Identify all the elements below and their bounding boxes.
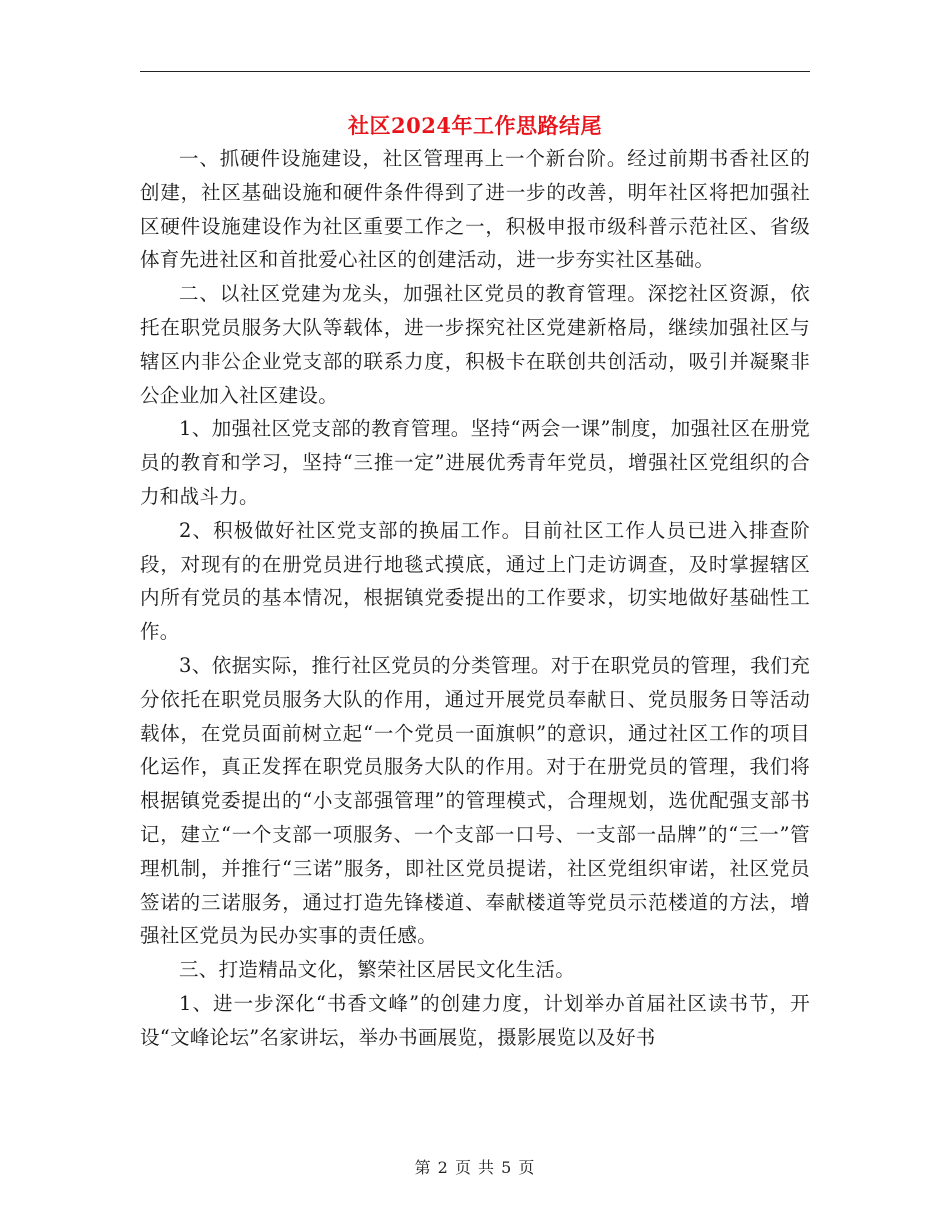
paragraph: 1、加强社区党支部的教育管理。坚持“两会一课”制度，加强社区在册党员的教育和学习，坚持“三推一定”进展优秀青年党员，增强社区党组织的合力和战斗力。 (140, 417, 810, 508)
document-body (140, 142, 810, 1055)
paragraph: 1、进一步深化“书香文峰”的创建力度，计划举办首届社区读书节，开设“文峰论坛”名家讲坛，举办书画展览，摄影展览以及好书 (140, 991, 810, 1049)
paragraph: 2、积极做好社区党支部的换届工作。目前社区工作人员已进入排查阶段，对现有的在册党员进行地毯式摸底，通过上门走访调查，及时掌握辖区内所有党员的基本情况，根据镇党委提出的工作要求，切实地做好基础性工作。 (140, 518, 810, 644)
page-number: 第 2 页 共 5 页 (414, 1158, 536, 1177)
paragraph: 三、打造精品文化，繁荣社区居民文化生活。 (179, 958, 576, 982)
paragraph: 一、抓硬件设施建设，社区管理再上一个新台阶。经过前期书香社区的创建，社区基础设施和硬件条件得到了进一步的改善，明年社区将把加强社区硬件设施建设作为社区重要工作之一，积极申报市级科普示范社区、省级体育先进社区和首批爱心社区的创建活动，进一步夯实社区基础。 (140, 147, 810, 272)
paragraph: 二、以社区党建为龙头，加强社区党员的教育管理。深挖社区资源，依托在职党员服务大队等载体，进一步探究社区党建新格局，继续加强社区与辖区内非公企业党支部的联系力度，积极卡在联创共创活动，吸引并凝聚非公企业加入社区建设。 (140, 282, 810, 407)
paragraph: 3、依据实际，推行社区党员的分类管理。对于在职党员的管理，我们充分依托在职党员服务大队的作用，通过开展党员奉献日、党员服务日等活动载体，在党员面前树立起“一个党员一面旗帜”的意识，通过社区工作的项目化运作，真正发挥在职党员服务大队的作用。对于在册党员的管理，我们将根据镇党委提出的“小支部强管理”的管理模式，合理规划，选优配强支部书记，建立“一个支部一项服务、一个支部一口号、一支部一品牌”的“三一”管理机制，并推行“三诺”服务，即社区党员提诺，社区党组织审诺，社区党员签诺的三诺服务，通过打造先锋楼道、奉献楼道等党员示范楼道的方法，增强社区党员为民办实事的责任感。 (140, 653, 810, 948)
document-title: 社区2024年工作思路结尾 (348, 113, 602, 138)
header-rule (140, 71, 810, 72)
